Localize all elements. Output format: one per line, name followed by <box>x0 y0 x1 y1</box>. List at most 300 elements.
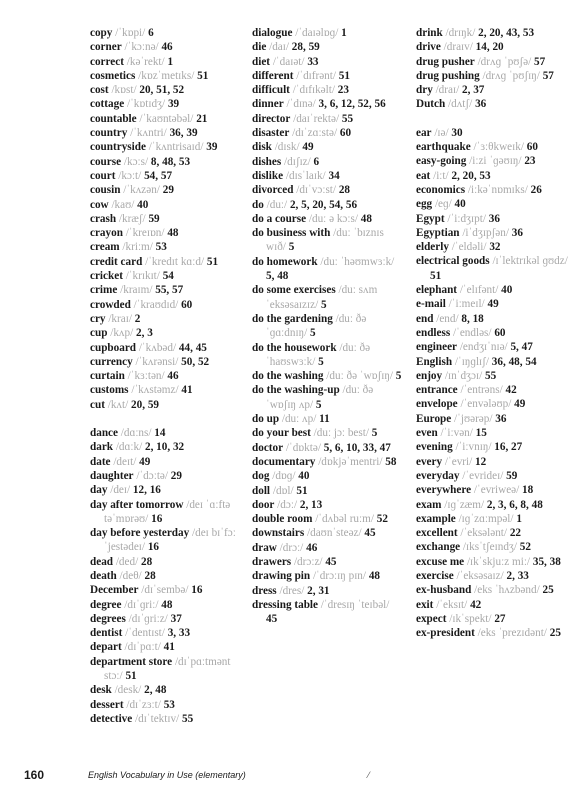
index-entry <box>252 97 402 111</box>
pronunciation: /deɪ ˈɑːftə təˈmɒrəʊ/ <box>104 498 231 525</box>
headword: cosmetics <box>90 69 136 82</box>
index-entry <box>90 698 240 712</box>
pronunciation: /ˈkaʊntəbəl/ <box>139 112 194 125</box>
index-entry <box>252 498 402 512</box>
index-entry <box>252 555 402 569</box>
index-entry <box>90 383 240 397</box>
headword: ex-president <box>416 627 475 640</box>
pronunciation: /ˈdɪfɪkəlt/ <box>292 84 335 97</box>
pronunciation: /ɪnˈdʒɔɪ/ <box>444 369 483 382</box>
unit-numbers: 58 <box>385 455 397 468</box>
index-entry <box>252 369 402 383</box>
pronunciation: /duː ˈhəʊmwɜːk/ <box>320 255 395 268</box>
headword: do some exercises <box>252 284 336 297</box>
pronunciation: /ˈdrɔːɪŋ pɪn/ <box>312 570 367 583</box>
pronunciation: /daɪ/ <box>269 41 289 54</box>
index-entry <box>252 312 402 341</box>
headword: doctor <box>252 441 284 454</box>
unit-numbers: 48 <box>360 212 372 225</box>
unit-numbers: 2 <box>134 312 141 325</box>
index-entry <box>416 526 572 540</box>
unit-numbers: 6 <box>313 155 320 168</box>
headword: do up <box>252 413 280 426</box>
index-entry <box>416 40 572 54</box>
pronunciation: /ˈkraʊdɪd/ <box>133 298 179 311</box>
headword: exercise <box>416 569 454 582</box>
headword: cousin <box>90 184 121 197</box>
unit-numbers: 40 <box>454 198 466 211</box>
unit-numbers: 20, 51, 52 <box>139 84 185 97</box>
unit-numbers: 11 <box>319 413 330 426</box>
pronunciation: /eɡ/ <box>434 198 452 211</box>
index-entry <box>252 212 402 226</box>
pronunciation: /dɪˈzɜːt/ <box>126 698 161 711</box>
headword: English <box>416 355 453 368</box>
pronunciation: /dɪsˈlaɪk/ <box>285 169 326 182</box>
unit-numbers: 3, 33 <box>167 627 191 640</box>
headword: curtain <box>90 370 125 383</box>
index-entry <box>252 183 402 197</box>
unit-numbers: 53 <box>155 241 167 254</box>
headword: dinner <box>252 98 284 111</box>
pronunciation: /drɔː/ <box>279 541 304 554</box>
headword: eat <box>416 169 431 182</box>
index-entry <box>90 240 240 254</box>
unit-numbers: 20, 59 <box>131 398 159 411</box>
pronunciation: /iːkəˈnɒmɪks/ <box>467 183 528 196</box>
index-entry <box>252 26 402 40</box>
pronunciation: /ˈkredɪt kɑːd/ <box>145 255 205 268</box>
index-entry <box>90 640 240 654</box>
pronunciation: /eks ˈprezɪdənt/ <box>477 627 547 640</box>
pronunciation: /ˈdresɪŋ ˈteɪbəl/ <box>320 598 390 611</box>
unit-numbers: 60 <box>339 127 352 140</box>
headword: dog <box>252 470 270 483</box>
headword: course <box>90 155 122 168</box>
headword: dark <box>90 441 114 454</box>
headword: drink <box>416 27 443 39</box>
unit-numbers: 46 <box>306 541 318 554</box>
pronunciation: /dɒkjəˈmentri/ <box>318 455 383 468</box>
unit-numbers: 48 <box>368 570 380 583</box>
unit-numbers: 51 <box>125 670 137 683</box>
headword: drawing pin <box>252 570 311 583</box>
headword: crash <box>90 212 117 225</box>
unit-numbers: 36 <box>488 212 500 225</box>
index-entry <box>252 140 402 154</box>
index-entry <box>416 397 572 411</box>
index-entry <box>90 198 240 212</box>
unit-numbers: 51 <box>197 69 209 82</box>
unit-numbers: 49 <box>139 455 151 468</box>
unit-numbers: 5, 48 <box>266 270 289 283</box>
pronunciation: /ˈkʌbəd/ <box>138 341 177 354</box>
headword: enjoy <box>416 369 443 382</box>
unit-numbers: 28 <box>338 184 350 197</box>
unit-numbers: 5 <box>288 241 295 254</box>
headword: customs <box>90 384 129 397</box>
unit-numbers: 55 <box>341 112 354 125</box>
pronunciation: /deɪ/ <box>110 484 131 497</box>
headword: Europe <box>416 412 452 425</box>
pronunciation: /dɪˈɡriːz/ <box>128 612 168 625</box>
unit-numbers: 36 <box>511 226 523 239</box>
headword: crayon <box>90 227 123 240</box>
pronunciation: /daʊnˈsteəz/ <box>307 527 362 540</box>
unit-numbers: 41 <box>181 384 193 397</box>
headword: do your best <box>252 427 311 440</box>
unit-numbers: 36 <box>495 412 507 425</box>
pronunciation: /drɔːz/ <box>293 555 323 568</box>
headword: everywhere <box>416 484 472 497</box>
headword: electrical goods <box>416 255 490 268</box>
headword: difficult <box>252 84 290 97</box>
headword: elephant <box>416 284 458 297</box>
index-entry <box>90 655 240 684</box>
headword: day after tomorrow <box>90 498 184 511</box>
unit-numbers: 15 <box>475 427 487 440</box>
headword: cricket <box>90 270 123 283</box>
index-entry <box>90 183 240 197</box>
pronunciation: /ˈeksɪt/ <box>436 598 468 611</box>
index-entry <box>252 126 402 140</box>
index-entry <box>90 112 240 126</box>
unit-numbers: 14, 20 <box>475 41 504 54</box>
pronunciation: /ɪɡˈzɑːmpəl/ <box>458 512 514 525</box>
unit-numbers: 8, 48, 53 <box>150 155 191 168</box>
headword: dead <box>90 555 114 568</box>
pronunciation: /dɪˈzɑːstə/ <box>292 127 338 140</box>
index-entry <box>416 369 572 383</box>
index-entry <box>252 412 402 426</box>
pronunciation: /ɪkˈskjuːz miː/ <box>466 555 531 568</box>
unit-numbers: 55, 57 <box>155 284 184 297</box>
index-entry <box>416 412 572 426</box>
index-entry <box>252 526 402 540</box>
pronunciation: /kɒzˈmetɪks/ <box>138 69 195 82</box>
index-column-3 <box>416 26 572 640</box>
pronunciation: /kʌt/ <box>107 398 129 411</box>
index-entry <box>416 569 572 583</box>
headword: cost <box>90 84 109 97</box>
pronunciation: /ˈdɔːtə/ <box>136 469 168 482</box>
pronunciation: /dɪˈvɔːst/ <box>296 184 337 197</box>
unit-numbers: 12 <box>475 455 487 468</box>
pronunciation: /ˈkʌntri/ <box>130 127 167 140</box>
index-entry <box>90 283 240 297</box>
index-entry <box>416 383 572 397</box>
unit-numbers: 16 <box>151 512 163 525</box>
headword: drug pushing <box>416 69 480 82</box>
index-entry <box>416 254 572 283</box>
unit-numbers: 59 <box>148 212 160 225</box>
index-entry <box>416 340 572 354</box>
headword: degree <box>90 598 122 611</box>
unit-numbers: 5 <box>310 327 316 340</box>
index-column-1 <box>90 26 240 726</box>
pronunciation: /duː ə kɔːs/ <box>308 212 358 225</box>
index-entry <box>252 484 402 498</box>
headword: do the washing <box>252 370 324 383</box>
headword: evening <box>416 441 453 454</box>
headword: cup <box>90 327 108 340</box>
unit-numbers: 27 <box>494 612 506 625</box>
index-entry <box>90 469 240 483</box>
pronunciation: /ˈevrideɪ/ <box>462 469 504 482</box>
pronunciation: /drʌɡ ˈpʊʃə/ <box>477 55 532 68</box>
pronunciation: /dɪˈpɑːtmənt stɔː/ <box>104 655 231 683</box>
headword: day <box>90 484 108 497</box>
index-entry <box>252 383 402 412</box>
index-entry <box>416 26 572 40</box>
headword: Egypt <box>416 212 445 225</box>
index-entry <box>416 55 572 69</box>
pronunciation: /ɪksˈtʃeɪndʒ/ <box>462 541 517 554</box>
index-entry <box>416 283 572 297</box>
pronunciation: /ˈkɔːnə/ <box>124 41 159 54</box>
pronunciation: /kraɪ/ <box>108 312 132 325</box>
index-entry <box>90 298 240 312</box>
headword: egg <box>416 198 433 211</box>
unit-numbers: 6 <box>148 27 154 39</box>
headword: envelope <box>416 398 458 411</box>
pronunciation: /iˈdʒɪpʃən/ <box>462 226 509 239</box>
index-entry <box>416 512 572 526</box>
index-entry <box>90 369 240 383</box>
pronunciation: /kɒst/ <box>111 84 137 97</box>
unit-numbers: 57 <box>542 69 554 82</box>
headword: countryside <box>90 141 146 154</box>
index-entry <box>252 512 402 526</box>
index-column-2 <box>252 26 402 626</box>
index-entry <box>252 55 402 69</box>
index-entry <box>416 212 572 226</box>
unit-numbers: 49 <box>514 398 526 411</box>
pronunciation: /ˈkɒtɪdʒ/ <box>126 98 166 111</box>
index-entry <box>416 540 572 554</box>
headword: desk <box>90 684 112 697</box>
pronunciation: /ɪə/ <box>434 126 449 139</box>
headword: director <box>252 112 291 125</box>
index-entry <box>90 440 240 454</box>
headword: crowded <box>90 298 131 311</box>
unit-numbers: 2, 5, 20, 54, 56 <box>289 198 358 211</box>
headword: death <box>90 569 117 582</box>
unit-numbers: 60 <box>494 326 506 339</box>
index-entry <box>90 398 240 412</box>
index-entry <box>252 169 402 183</box>
unit-numbers: 29 <box>170 469 182 482</box>
unit-numbers: 2, 31 <box>307 584 330 597</box>
index-entry <box>90 69 240 83</box>
unit-numbers: 40 <box>137 198 149 211</box>
pronunciation: /ded/ <box>115 555 139 568</box>
pronunciation: /deɪt/ <box>113 455 137 468</box>
pronunciation: /ˈeldəli/ <box>451 241 487 254</box>
pronunciation: /ˈiːdʒɪpt/ <box>447 212 486 225</box>
unit-numbers: 5 <box>315 398 322 411</box>
pronunciation: /dɔː/ <box>277 498 298 511</box>
pronunciation: /dɪˈtektɪv/ <box>135 712 180 725</box>
pronunciation: /kɔːs/ <box>123 155 149 168</box>
unit-numbers: 39 <box>206 141 218 154</box>
unit-numbers: 25 <box>542 584 554 597</box>
headword: daughter <box>90 469 134 482</box>
headword: dentist <box>90 627 123 640</box>
pronunciation: /desk/ <box>114 684 142 697</box>
unit-numbers: 57 <box>534 55 546 68</box>
headword: different <box>252 69 294 82</box>
pronunciation: /kraɪm/ <box>120 284 153 297</box>
index-entry <box>90 226 240 240</box>
headword: country <box>90 127 128 140</box>
index-entry <box>416 483 572 497</box>
letter-section-gap <box>416 112 572 126</box>
unit-numbers: 16, 27 <box>494 441 523 454</box>
page-footer <box>0 766 588 786</box>
unit-numbers: 2, 20, 43, 53 <box>478 27 535 39</box>
pronunciation: /ˈevriweə/ <box>473 484 520 497</box>
index-entry <box>252 341 402 370</box>
headword: double room <box>252 513 313 526</box>
headword: dressing table <box>252 598 318 611</box>
index-entry <box>90 155 240 169</box>
unit-numbers: 41 <box>163 641 175 654</box>
pronunciation: /ˈendləs/ <box>453 326 492 339</box>
headword: cottage <box>90 98 125 111</box>
unit-numbers: 36, 48, 54 <box>491 355 537 368</box>
index-entry <box>252 598 402 627</box>
pronunciation: /eks ˈhʌzbənd/ <box>474 584 540 597</box>
unit-numbers: 22 <box>509 527 522 540</box>
unit-numbers: 51 <box>296 484 308 497</box>
headword: date <box>90 455 111 468</box>
footer-mark: ⁄ <box>368 770 370 780</box>
unit-numbers: 55 <box>484 369 497 382</box>
unit-numbers: 26 <box>530 183 542 196</box>
index-entry <box>90 355 240 369</box>
index-entry <box>252 226 402 255</box>
headword: depart <box>90 641 122 654</box>
pronunciation: /ˈjʊərəp/ <box>454 412 493 425</box>
index-entry <box>416 154 572 168</box>
headword: engineer <box>416 341 458 354</box>
headword: department store <box>90 655 173 668</box>
unit-numbers: 45 <box>325 555 337 568</box>
pronunciation: /duː ˈbɪznɪs wɪð/ <box>266 227 384 254</box>
headword: even <box>416 427 438 440</box>
headword: dry <box>416 84 433 97</box>
unit-numbers: 33 <box>307 55 319 68</box>
unit-numbers: 16 <box>147 541 159 554</box>
index-entry <box>416 326 572 340</box>
unit-numbers: 16 <box>191 584 203 597</box>
headword: cream <box>90 241 120 254</box>
headword: degrees <box>90 612 126 625</box>
index-entry <box>416 440 572 454</box>
index-entry <box>90 140 240 154</box>
pronunciation: /deɪ bɪˈfɔː ˈjestədeɪ/ <box>104 527 236 554</box>
pronunciation: /ˈdaɪəlɒɡ/ <box>295 27 339 39</box>
pronunciation: /kræʃ/ <box>118 212 146 225</box>
unit-numbers: 45 <box>266 613 278 626</box>
index-entry <box>90 326 240 340</box>
unit-numbers: 52 <box>376 513 388 526</box>
pronunciation: /dɑːns/ <box>120 427 152 440</box>
headword: drawers <box>252 555 292 568</box>
headword: excellent <box>416 527 458 540</box>
unit-numbers: 40 <box>298 470 310 483</box>
pronunciation: /ˈentrəns/ <box>460 384 503 397</box>
pronunciation: /duː/ <box>266 198 288 211</box>
unit-numbers: 42 <box>505 384 517 397</box>
pronunciation: /dʌtʃ/ <box>448 98 473 111</box>
pronunciation: /ˈɪŋɡlɪʃ/ <box>454 355 489 368</box>
index-entry <box>416 355 572 369</box>
headword: earthquake <box>416 141 471 154</box>
index-entry <box>90 712 240 726</box>
unit-numbers: 28 <box>140 555 153 568</box>
unit-numbers: 29 <box>162 184 174 197</box>
pronunciation: /ˈkʌntrisaɪd/ <box>148 141 204 154</box>
unit-numbers: 12, 16 <box>132 484 161 497</box>
headword: ear <box>416 126 432 139</box>
unit-numbers: 54, 57 <box>144 169 173 182</box>
index-entry <box>416 598 572 612</box>
unit-numbers: 52 <box>519 541 531 554</box>
unit-numbers: 1 <box>516 512 522 525</box>
pronunciation: /ˈeksələnt/ <box>460 527 508 540</box>
index-entry <box>90 555 240 569</box>
unit-numbers: 5 <box>318 355 324 368</box>
unit-numbers: 48 <box>167 227 179 240</box>
headword: do business with <box>252 227 331 240</box>
pronunciation: /ˈeksəsaɪz/ <box>456 569 504 582</box>
index-entry <box>252 283 402 312</box>
index-entry <box>90 498 240 527</box>
pronunciation: /ɪɡˈzæm/ <box>444 498 485 511</box>
pronunciation: /drʌɡ ˈpʊʃɪŋ/ <box>482 69 540 82</box>
unit-numbers: 23 <box>524 155 536 168</box>
unit-numbers: 40 <box>501 284 513 297</box>
pronunciation: /duː ʌp/ <box>281 413 317 426</box>
headword: currency <box>90 355 133 368</box>
pronunciation: /ˈkʌzən/ <box>123 184 160 197</box>
index-entry <box>252 198 402 212</box>
index-entry <box>90 612 240 626</box>
index-entry <box>252 83 402 97</box>
headword: divorced <box>252 184 294 197</box>
pronunciation: /ˈdentɪst/ <box>125 627 165 640</box>
index-entry <box>90 55 240 69</box>
headword: copy <box>90 27 113 39</box>
index-entry <box>252 40 402 54</box>
index-entry <box>252 455 402 469</box>
index-entry <box>416 583 572 597</box>
headword: doll <box>252 484 271 497</box>
index-entry <box>90 312 240 326</box>
index-entry <box>90 455 240 469</box>
headword: entrance <box>416 384 458 397</box>
headword: cow <box>90 198 109 211</box>
book-title: English Vocabulary in Use (elementary) <box>88 770 246 780</box>
pronunciation: /ˈkrɪkɪt/ <box>125 270 160 283</box>
headword: economics <box>416 183 466 196</box>
pronunciation: /duː ðə ˈɡɑːdnɪŋ/ <box>266 312 367 340</box>
unit-numbers: 5 <box>371 427 378 440</box>
index-entry <box>416 83 572 97</box>
pronunciation: /ɪˈlektrɪkəl ɡʊdz/ <box>492 255 568 268</box>
